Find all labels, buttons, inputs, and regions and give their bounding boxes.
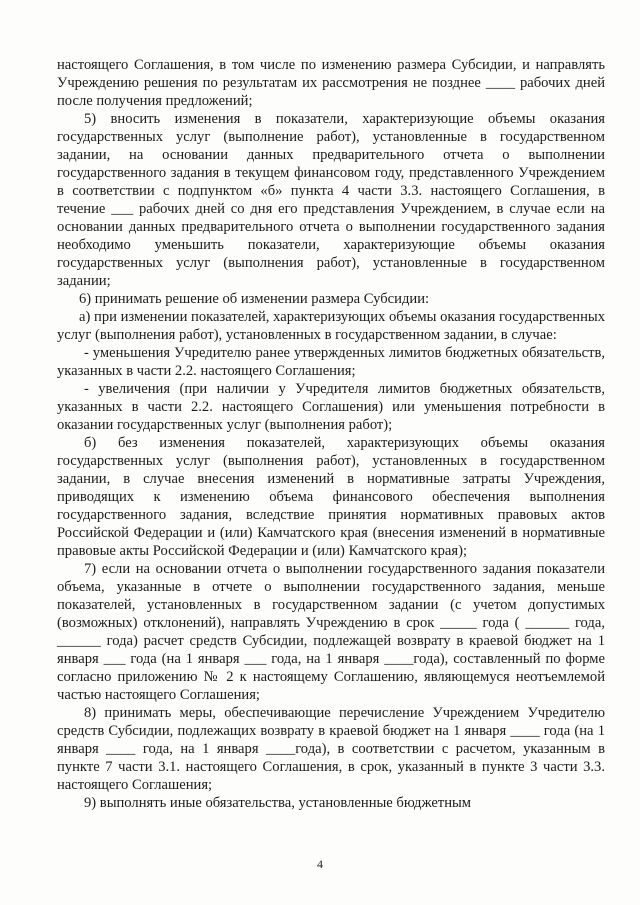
paragraph-dash-1: - уменьшения Учредителю ранее утвержденных лимитов бюджетных обязательств, указанных в части 2.2. настоящего Соглашения; xyxy=(57,345,605,379)
page-number: 4 xyxy=(317,857,323,871)
paragraph-item-5: 5) вносить изменения в показатели, характеризующие объемы оказания государственных услуг (выполнение работ), установленные в государственном задании, на основании данных предварительного отчета о выполнении государственного задания в текущем финансовом году, представленного Учреждением в соответствии с подпунктом «б» пункта 4 части 3.3. настоящего Соглашения, в течение ___ рабочих дней со дня его представления Учреждением, в случае если на основании данных предварительного отчета о выполнении государственного задания необходимо уменьшить показатели, характеризующие объемы оказания государственных услуг (выполнения работ), установленные в государственном задании; xyxy=(57,111,605,289)
paragraph-item-7: 7) если на основании отчета о выполнении государственного задания показатели объема, указанные в отчете о выполнении государственного задания, меньше показателей, установленных в государственном задании (с учетом допустимых (возможных) отклонений), направлять Учреждению в срок _____ года ( ______ года, ______ года) расчет средств Субсидии, подлежащей возврату в краевой бюджет на 1 января ___ года (на 1 января ___ года, на 1 января ____года), составленный по форме согласно приложению № 2 к настоящему Соглашению, являющемуся неотъемлемой частью настоящего Соглашения; xyxy=(57,561,605,703)
paragraph-continuation: настоящего Соглашения, в том числе по изменению размера Субсидии, и направлять Учреждению решения по результатам их рассмотрения не позднее ____ рабочих дней после получения предложений; xyxy=(57,57,605,109)
paragraph-subitem-b: б) без изменения показателей, характеризующих объемы оказания государственных услуг (выполнения работ), установленных в государственном задании, в случае внесения изменений в нормативные затраты Учреждения, приводящих к изменению объема финансового обеспечения выполнения государственного задания, вследствие принятия нормативных правовых актов Российской Федерации и (или) Камчатского края (внесения изменений в нормативные правовые акты Российской Федерации и (или) Камчатского края); xyxy=(57,435,605,559)
paragraph-item-9: 9) выполнять иные обязательства, установленные бюджетным xyxy=(84,795,472,811)
paragraph-dash-2: - увеличения (при наличии у Учредителя лимитов бюджетных обязательств, указанных в части 2.2. настоящего Соглашения) или уменьшения потребности в оказании государственных услуг (выполнения работ); xyxy=(57,381,605,433)
paragraph-item-8: 8) принимать меры, обеспечивающие перечисление Учреждением Учредителю средств Субсидии, подлежащих возврату в краевой бюджет на 1 января ____ года (на 1 января ____ года, на 1 января ____года), в соответствии с расчетом, указанным в пункте 7 части 3.1. настоящего Соглашения, в срок, указанный в пункте 3 части 3.3. настоящего Соглашения; xyxy=(57,705,605,793)
paragraph-item-6: 6) принимать решение об изменении размера Субсидии: xyxy=(79,291,430,307)
body-text xyxy=(57,56,605,812)
paragraph-subitem-a: а) при изменении показателей, характеризующих объемы оказания государственных услуг (выполнения работ), установленных в государственном задании, в случае: xyxy=(57,309,605,343)
